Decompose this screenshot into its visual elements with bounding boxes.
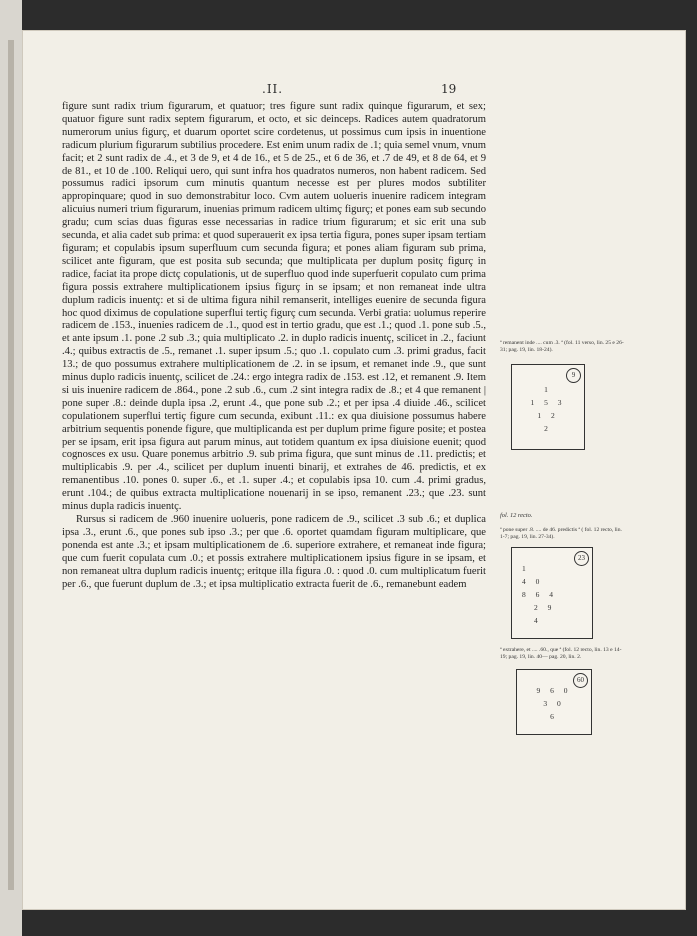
gutter-edge	[8, 40, 14, 890]
circled-number: 23	[574, 551, 589, 566]
box-row: 4	[534, 616, 542, 625]
margin-note: ª pone super .8. .... de 46. predictis ª ( fol. 12 recto, lin. 1-7; pag. 19, lin. 27-34).	[500, 527, 622, 540]
margin-note: ª extrahere, et .... .60., que ª (fol. 12 recto, lin. 13 e 14-19; pag. 19, lin. 40— pag. 20, lin. 2.	[500, 647, 622, 660]
page-number: 19	[441, 82, 457, 96]
box-row: 2 9	[534, 603, 556, 612]
folio-reference: fol. 12 recto.	[500, 512, 533, 519]
box-row: 1	[522, 564, 530, 573]
box-row: 1 2	[537, 411, 559, 420]
running-header	[0, 82, 697, 98]
main-text	[62, 101, 486, 591]
box-row: 9 6 0	[536, 686, 572, 695]
calculation-box	[511, 547, 593, 639]
paragraph: Rursus si radicem de .960 inuenire uolueris, pone radicem de .9., scilicet .3 sub .6.; et duplica ipsa .3., erunt .6., que pones sub ipso .3.; per que .6. oportet quamdam figuram multiplicare, que ponenda est ante .3.; et ipsam multiplicationem de .6. superiore extrahere, et remaneat inde figura; que cum fuerit copulata cum .0.; et possis extrahere multiplicationem ipsius figure in se ipsam, et non remaneat ultra duplum radicis inuentç; eritque illa figura .0. : quod .0. cum multiplicatum fuerit per .6., que fuerunt duplum de .3.; et ipsa multiplicatio extracta fuerit de .6., remanebunt eadem	[62, 514, 486, 590]
circled-number: 60	[573, 673, 588, 688]
box-row: 1 5 3	[530, 398, 566, 407]
circled-number: 9	[566, 368, 581, 383]
box-row: 4 0	[522, 577, 544, 586]
margin-notes	[500, 340, 630, 735]
section-heading: .II.	[262, 82, 284, 96]
box-row: 1	[544, 385, 552, 394]
calculation-box	[516, 669, 592, 735]
box-row: 6	[550, 712, 558, 721]
book-gutter	[0, 0, 22, 936]
box-row: 8 6 4	[522, 590, 557, 599]
box-row: 2	[544, 424, 552, 433]
calculation-box	[511, 364, 585, 450]
box-row: 3 0	[543, 699, 565, 708]
paragraph: figure sunt radix trium figurarum, et quatuor; tres figure sunt radix quinque figurarum, et sex; quatuor figure sunt radix septem figurarum, et octo, et sic deinceps. Radices autem quadratorum numerorum unius figurç, et duarum oportet scire cordetenus, ut possimus cum ipsis in inuentione radicum plurium figurarum subtilius procedere. Est enim unum radix de .1; quia semel vnum, vnum facit; et 2 sunt radix de .4., et 3 de 9, et 4 de 16., et 5 de 25., et 6 de 36, et .7 de 49, et 8 de 64, et 9 de 81., et 10 de .100. Reliqui uero, qui sunt infra hos quadratos numeros, non habent radicem. Sed possumus radici ipsorum cum minutis quantum necesse est per plures modos subtiliter appropinquare; quod in suo demonstrabitur loco. Cvm autem uolueris inuenire radicem integram alicuius numeri trium figurarum, inuenias primum radicem ultimç figurç; et pones eam sub secundo gradu; cum scias duas figuras esse necessarias in radice trium figurarum; et sic erit una sub secunda, et alia cadet sub prima: et quod superauerit ex ipsa tertia figura, pones super ipsam tertiam figuram; et copulabis ipsum superfluum cum secunda figura; et pones aliam figuram sub prima, scilicet ante figuram, que est posita sub secunda; que multiplicata per duplum positç figurç in radice, faciat ita prope dictç copulationis, ut de superfluo quod inde superfuerit copulato cum prima figura possis extrahere multiplicationem ipsius figurç in se ipsam; et non remaneat inde ultra duplum radicis inuentç: et si de ultima figura nihil remanserit, intelliges euenire de secunda figura hoc quod diximus de copulatione superflui tertiç figurç cum secunda. Verbi gratia: uolumus reperire radicem de .153., inuenies radicem de .1., quod est in tertio gradu, que est .1.; quod .1. pone sub .5., et ante ipsum .1. pone .2 sub .3.; quia multiplicato .2. in duplo radicis inuentç, scilicet in .2., faciunt .4.; quibus extractis de .5., remanet .1. super ipsum .5.; quo .1. copulato cum .3. primi gradus, facit 13.; de quo possumus extrahere multiplicationem de .2. in se ipsum, et remanet inde .9., que sunt minus duplo radicis inuentç, scilicet de .24.: ergo integra radix de .153. est .12, et remanent .9. Item si uis inuenire radicem de .864., pone .2 sub .6., cum .2 sint integra radix de .8.; et 4 que remanent | pone super .8.: deinde dupla ipsa .2, erunt .4., que pone sub .2.; et per ipsa .4 diuide .46., scilicet copulationem superflui tertiç figure cum secunda, exibunt .11.: ex qua diuisione possumus habere arbitrium sequentis ponende figure, que multiplicanda est per duplum prime figure posite; et postea per se ipsam, erit ipsa figura aut parum minus, aut totidem quantum ex ipsa diuisione euenit; quod cognosces ex usu. Quare ponemus arbitrio .9. sub prima figura, que sunt minus de .11. predictis; et multiplicabis .9. per .4., scilicet per duplum inuenti binarij, et extrahes de 46. predictis, et ex remanentibus .10. pones 0. super .6., et .1. super .4.; et copulabis ipsa 10. cum .4. primi gradus, erunt .104.; de quibus extracta multiplicatione nouenarij in se ipso, remanent .23.; que .23. sunt minus dupla radicis inuentç.	[62, 101, 486, 513]
margin-note: ª remanent inde .... cum .3. ª (fol. 11 verso, lin. 25 e 26-31; pag. 19, lin. 18-24).	[500, 340, 624, 353]
